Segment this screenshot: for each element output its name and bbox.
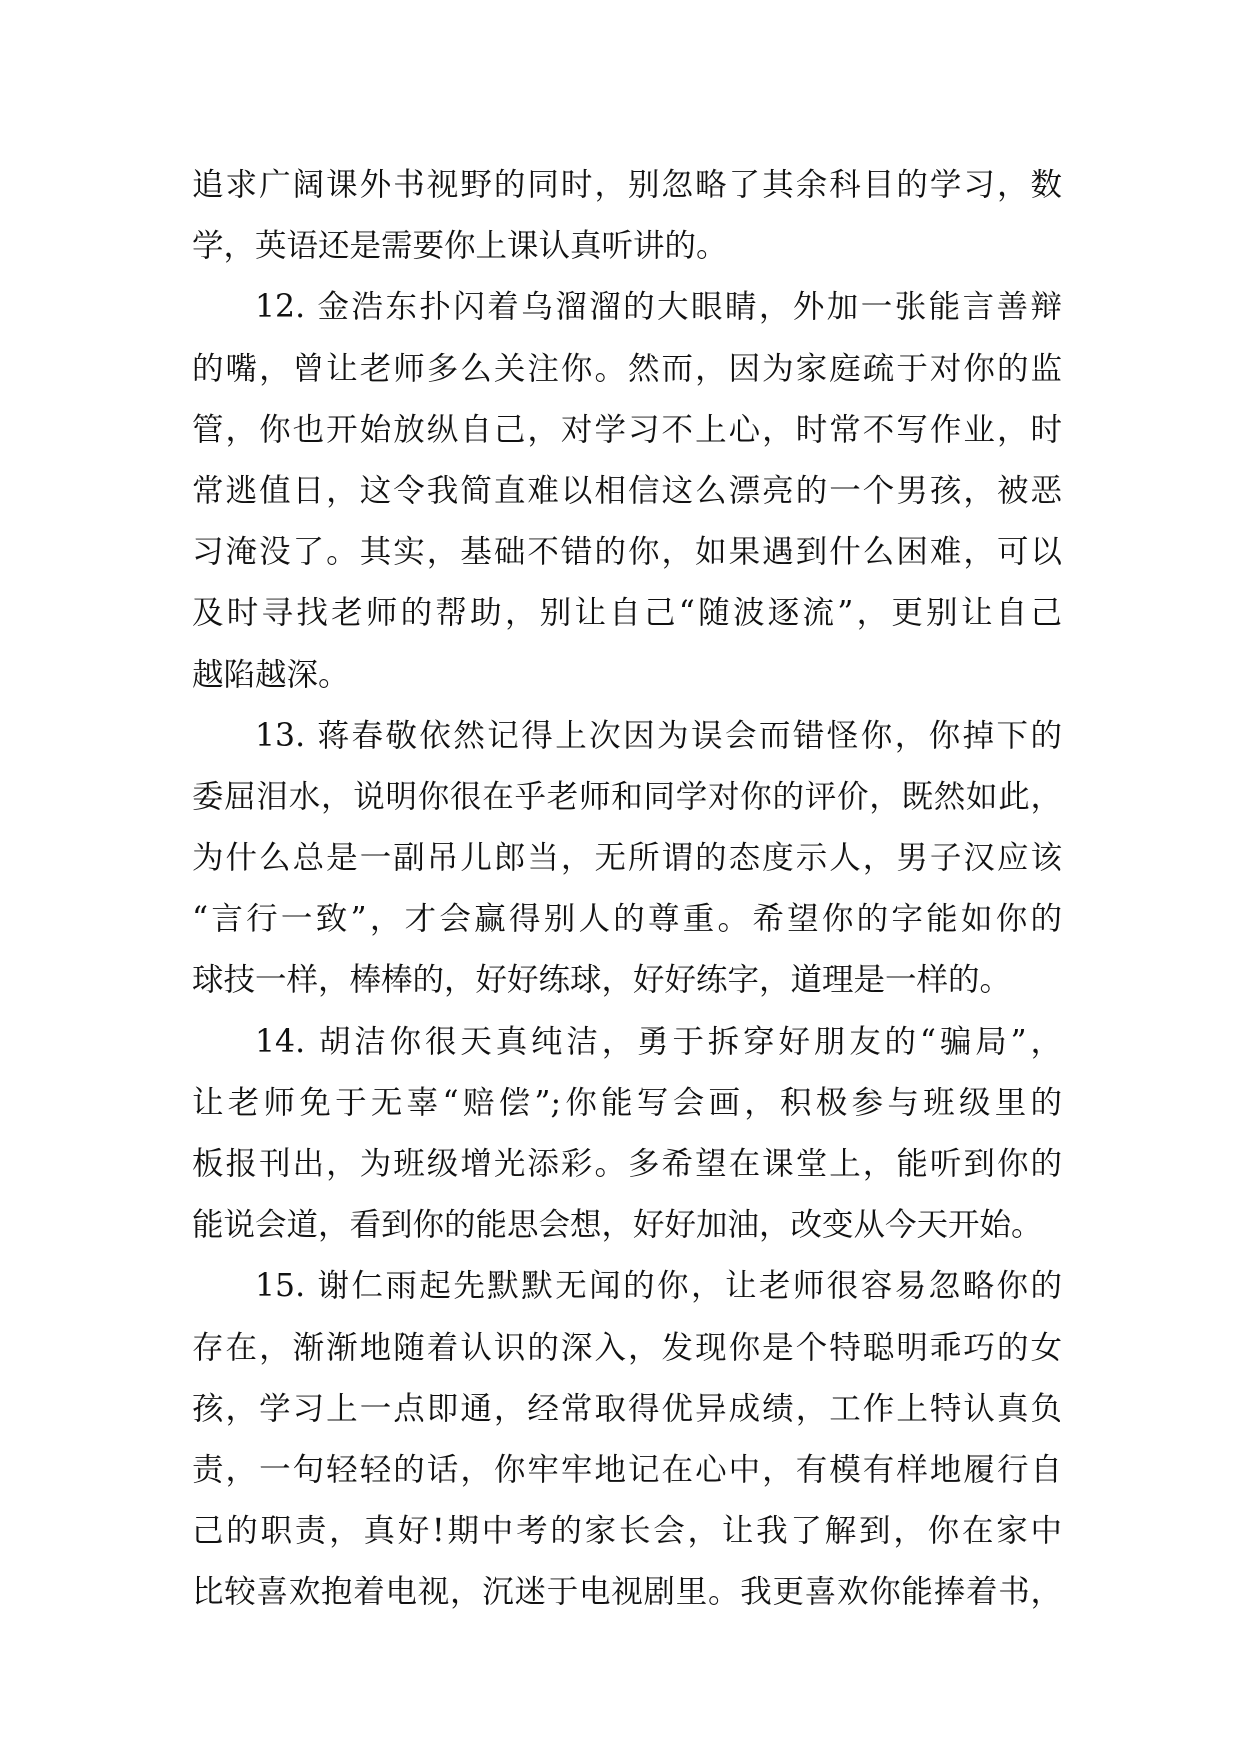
text-line: 委屈泪水，说明你很在乎老师和同学对你的评价，既然如此， (192, 778, 1062, 815)
text-line: 责，一句轻轻的话，你牢牢地记在心中，有模有样地履行自 (192, 1451, 1062, 1488)
text-line: 常逃值日，这令我简直难以相信这么漂亮的一个男孩，被恶 (192, 472, 1062, 509)
text-line: 能说会道，看到你的能思会想，好好加油，改变从今天开始。 (192, 1207, 1043, 1244)
text-line: 让老师免于无辜“赔偿”;你能写会画，积极参与班级里的 (192, 1084, 1062, 1121)
text-line: 13. 蒋春敬依然记得上次因为误会而错怪你，你掉下的 (255, 717, 1062, 754)
text-line: 己的职责，真好!期中考的家长会，让我了解到，你在家中 (192, 1513, 1062, 1550)
text-line: 板报刊出，为班级增光添彩。多希望在课堂上，能听到你的 (192, 1146, 1062, 1182)
text-line: 14. 胡洁你很天真纯洁，勇于拆穿好朋友的“骗局”， (255, 1023, 1062, 1060)
text-line: 12. 金浩东扑闪着乌溜溜的大眼睛，外加一张能言善辩 (255, 289, 1062, 326)
text-line: 存在，渐渐地随着认识的深入，发现你是个特聪明乖巧的女 (192, 1329, 1062, 1366)
text-line: “言行一致”，才会赢得别人的尊重。希望你的字能如你的 (192, 901, 1062, 938)
text-line: 管，你也开始放纵自己，对学习不上心，时常不写作业，时 (192, 411, 1062, 448)
text-line: 学，英语还是需要你上课认真听讲的。 (192, 228, 728, 265)
text-line: 为什么总是一副吊儿郎当，无所谓的态度示人，男子汉应该 (192, 840, 1062, 877)
text-line: 及时寻找老师的帮助，别让自己“随波逐流”，更别让自己 (192, 595, 1062, 632)
text-line: 的嘴，曾让老师多么关注你。然而，因为家庭疏于对你的监 (192, 350, 1062, 387)
document-body (192, 155, 1062, 1624)
text-line: 比较喜欢抱着电视，沉迷于电视剧里。我更喜欢你能捧着书， (192, 1574, 1062, 1611)
text-line: 孩，学习上一点即通，经常取得优异成绩，工作上特认真负 (192, 1390, 1062, 1427)
text-line: 追求广阔课外书视野的同时，别忽略了其余科目的学习，数 (192, 167, 1062, 203)
text-line: 球技一样，棒棒的，好好练球，好好练字，道理是一样的。 (192, 962, 1012, 999)
text-line: 习淹没了。其实，基础不错的你，如果遇到什么困难，可以 (192, 534, 1062, 571)
text-line: 15. 谢仁雨起先默默无闻的你，让老师很容易忽略你的 (255, 1268, 1062, 1305)
text-line: 越陷越深。 (192, 656, 350, 693)
